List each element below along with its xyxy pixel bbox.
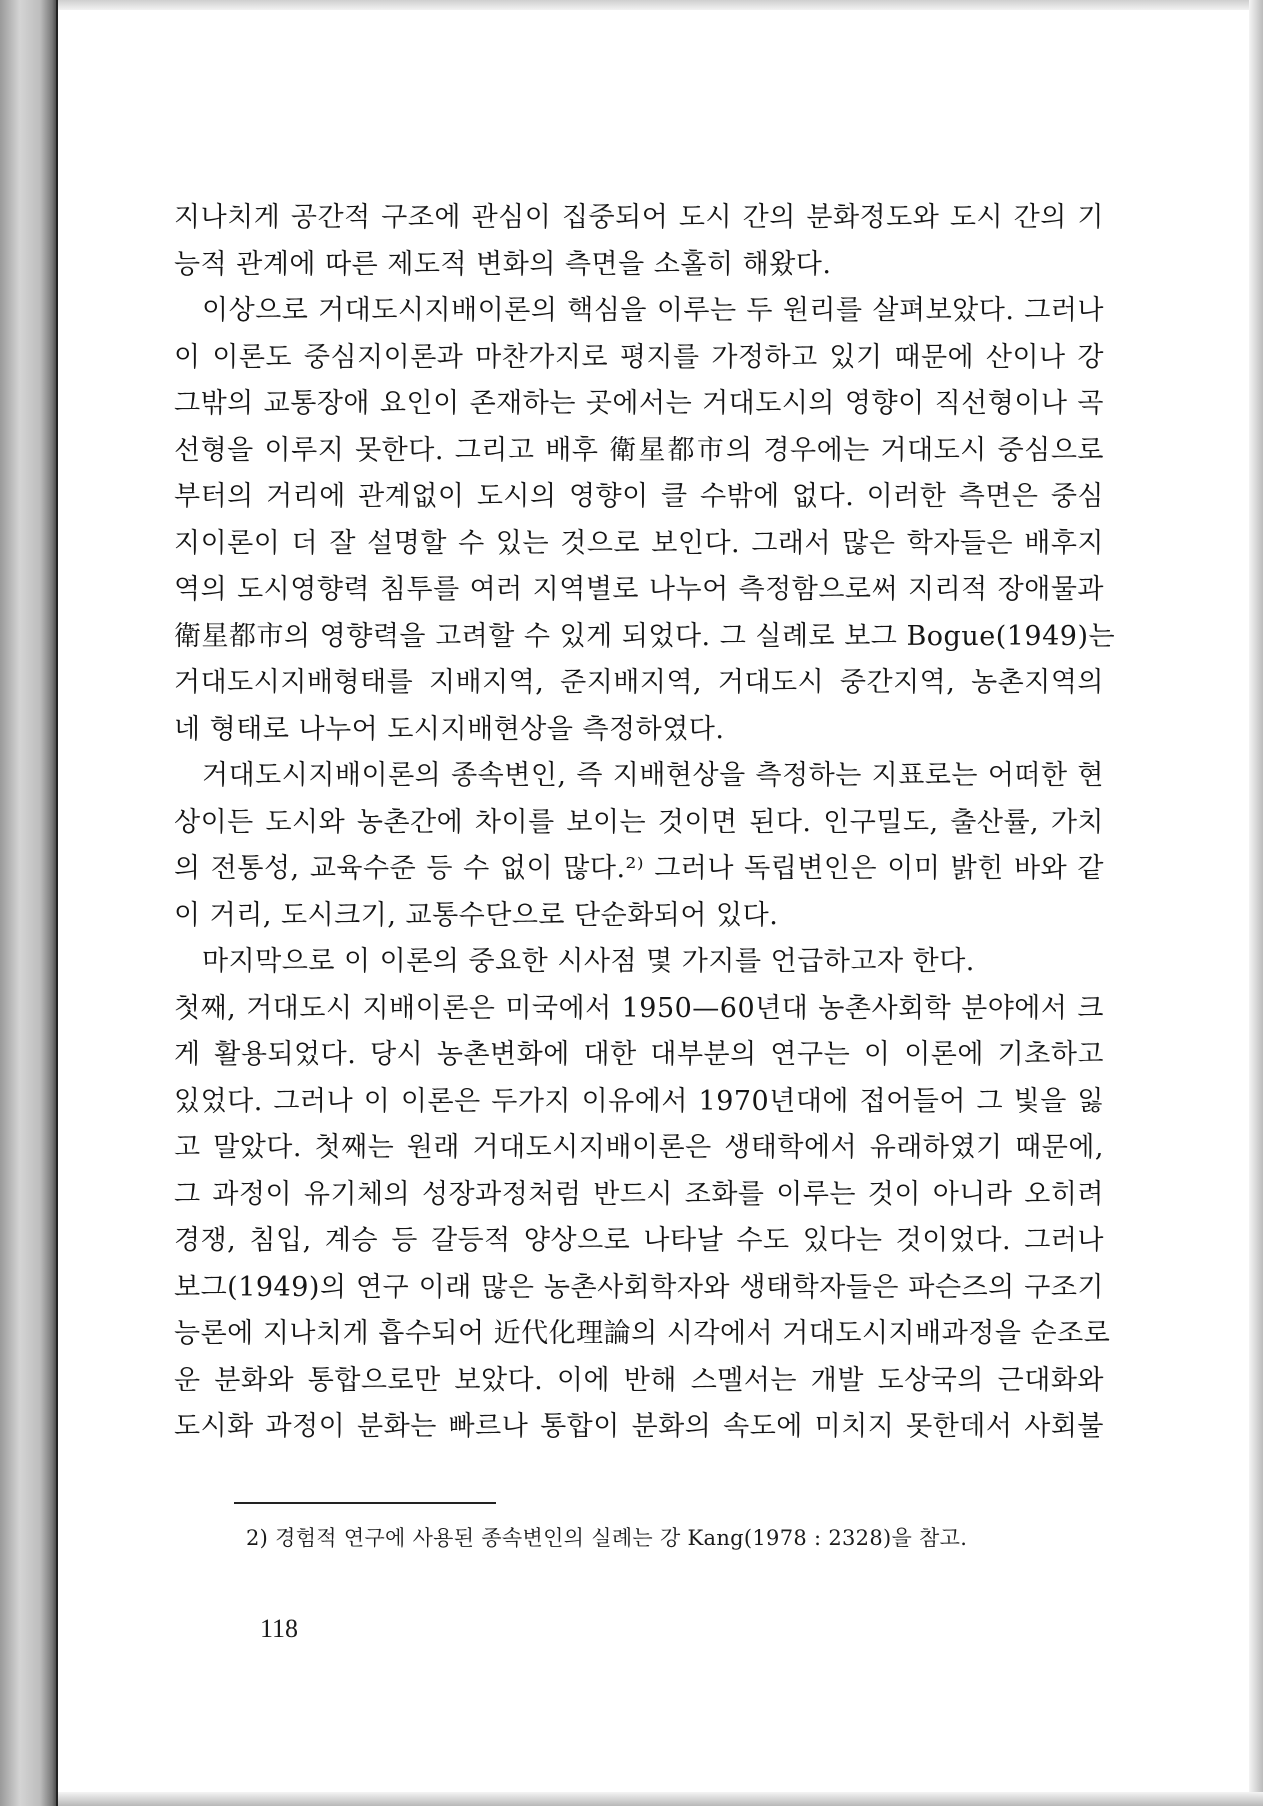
text-line: 衛星都市의 영향력을 고려할 수 있게 되었다. 그 실례로 보그 Bogue(1949)는 [174, 620, 1116, 652]
footnote-divider [234, 1502, 496, 1504]
text-line: 게 활용되었다. 당시 농촌변화에 대한 대부분의 연구는 이 이론에 기초하고 [174, 1039, 1104, 1070]
text-line: 이 거리, 도시크기, 교통수단으로 단순화되어 있다. [174, 899, 779, 931]
text-line: 상이든 도시와 농촌간에 차이를 보이는 것이면 된다. 인구밀도, 출산률, 가치 [174, 806, 1104, 838]
text-line: 지이론이 더 잘 설명할 수 있는 것으로 보인다. 그래서 많은 학자들은 배후지 [174, 527, 1104, 559]
page-right-edge [1249, 0, 1263, 1806]
text-line: 도시화 과정이 분화는 빠르나 통합이 분화의 속도에 미치지 못한데서 사회불 [174, 1411, 1104, 1442]
text-line: 거대도시지배이론의 종속변인, 즉 지배현상을 측정하는 지표로는 어떠한 현 [202, 760, 1104, 791]
text-line: 그 과정이 유기체의 성장과정처럼 반드시 조화를 이루는 것이 아니라 오히려 [174, 1178, 1104, 1210]
text-line: 보그(1949)의 연구 이래 많은 농촌사회학자와 생태학자들은 파슨즈의 구조기 [174, 1271, 1104, 1303]
text-line: 거대도시지배형태를 지배지역, 준지배지역, 거대도시 중간지역, 농촌지역의 [174, 667, 1104, 698]
text-line: 경쟁, 침입, 계승 등 갈등적 양상으로 나타날 수도 있다는 것이었다. 그러나 [174, 1225, 1104, 1256]
body-text [174, 195, 1116, 1451]
page-top-edge [58, 0, 1263, 10]
text-line: 능론에 지나치게 흡수되어 近代化理論의 시각에서 거대도시지배과정을 순조로 [174, 1318, 1111, 1349]
text-line: 선형을 이루지 못한다. 그리고 배후 衛星都市의 경우에는 거대도시 중심으로 [174, 434, 1104, 466]
text-line: 부터의 거리에 관계없이 도시의 영향이 클 수밖에 없다. 이러한 측면은 중심 [174, 481, 1104, 512]
text-line: 그밖의 교통장애 요인이 존재하는 곳에서는 거대도시의 영향이 직선형이나 곡 [174, 388, 1104, 419]
text-line: 이 이론도 중심지이론과 마찬가지로 평지를 가정하고 있기 때문에 산이나 강 [174, 341, 1104, 373]
text-line: 있었다. 그러나 이 이론은 두가지 이유에서 1970년대에 접어들어 그 빛을 잃 [174, 1085, 1104, 1117]
text-line: 지나치게 공간적 구조에 관심이 집중되어 도시 간의 분화정도와 도시 간의 기 [174, 202, 1104, 233]
page-number: 118 [260, 1614, 299, 1643]
text-line: 이상으로 거대도시지배이론의 핵심을 이루는 두 원리를 살펴보았다. 그러나 [202, 295, 1104, 326]
text-line: 능적 관계에 따른 제도적 변화의 측면을 소홀히 해왔다. [174, 248, 832, 280]
page-bottom-edge [58, 1792, 1263, 1806]
text-line: 네 형태로 나누어 도시지배현상을 측정하였다. [174, 713, 725, 745]
text-line: 운 분화와 통합으로만 보았다. 이에 반해 스멜서는 개발 도상국의 근대화와 [174, 1364, 1104, 1396]
footnote: 2) 경험적 연구에 사용된 종속변인의 실례는 강 Kang(1978 : 2328)을 참고. [246, 1526, 968, 1550]
text-line: 고 말았다. 첫째는 원래 거대도시지배이론은 생태학에서 유래하였기 때문에, [174, 1132, 1104, 1163]
text-line: 역의 도시영향력 침투를 여러 지역별로 나누어 측정함으로써 지리적 장애물과 [174, 574, 1104, 605]
book-spine-edge [0, 0, 58, 1806]
text-line: 의 전통성, 교육수준 등 수 없이 많다.²⁾ 그러나 독립변인은 이미 밝힌 바와 같 [174, 853, 1104, 884]
text-line: 첫째, 거대도시 지배이론은 미국에서 1950—60년대 농촌사회학 분야에서 크 [174, 992, 1104, 1024]
text-line: 마지막으로 이 이론의 중요한 시사점 몇 가지를 언급하고자 한다. [202, 946, 975, 977]
